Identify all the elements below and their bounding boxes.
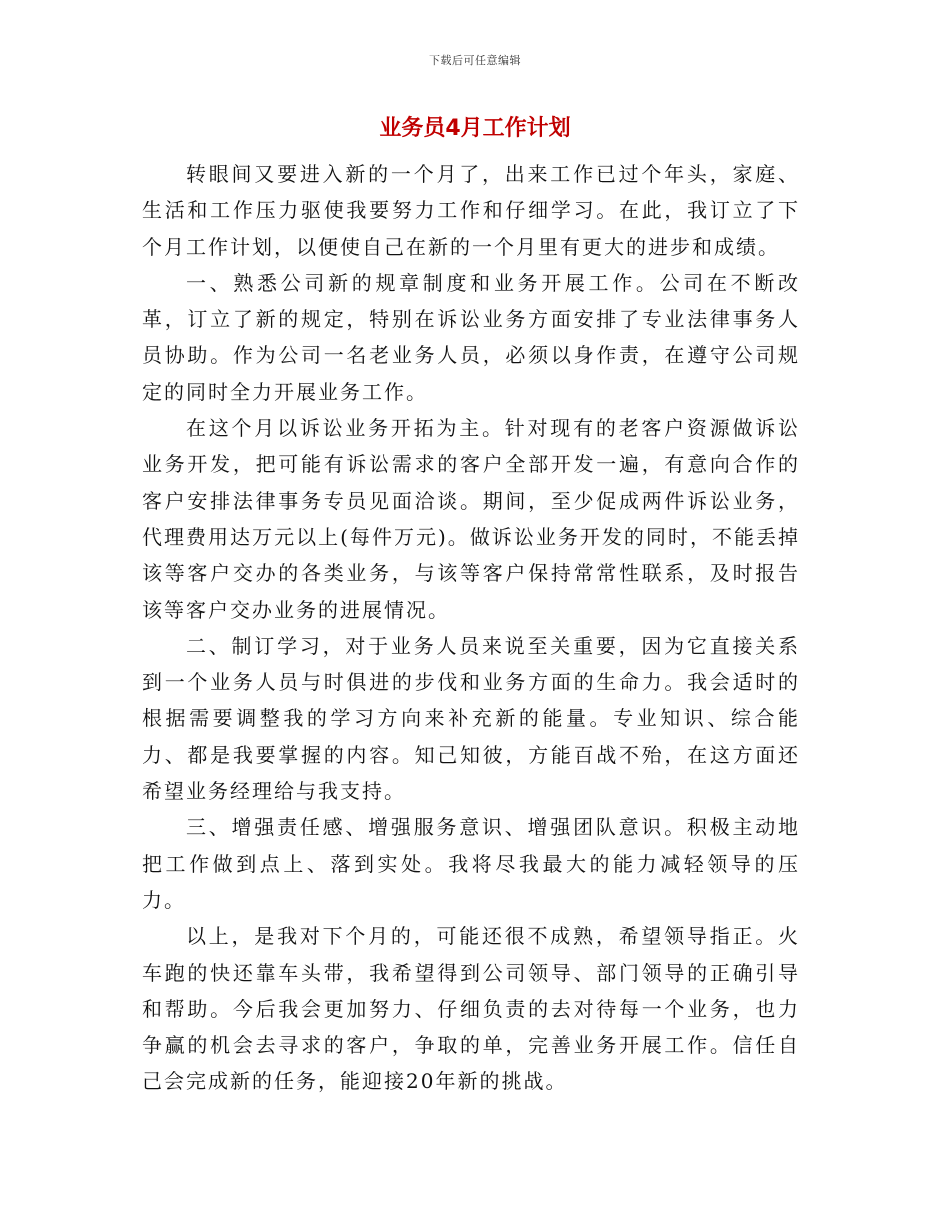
page-title: 业务员4月工作计划	[379, 116, 571, 141]
document-body	[142, 156, 800, 1100]
header-note: 下载后可任意编辑	[429, 54, 521, 67]
paragraph-section-2: 二、制订学习，对于业务人员来说至关重要，因为它直接关系到一个业务人员与时俱进的步伐和业务方面的生命力。我会适时的根据需要调整我的学习方向来补充新的能量。专业知识、综合能力、都是我要掌握的内容。知己知彼，方能百战不殆，在这方面还希望业务经理给与我支持。	[142, 633, 800, 804]
paragraph-intro: 转眼间又要进入新的一个月了，出来工作已过个年头，家庭、生活和工作压力驱使我要努力工作和仔细学习。在此，我订立了下个月工作计划，以便使自己在新的一个月里有更大的进步和成绩。	[142, 162, 800, 259]
paragraph-section-3: 三、增强责任感、增强服务意识、增强团队意识。积极主动地把工作做到点上、落到实处。我将尽我最大的能力减轻领导的压力。	[142, 815, 800, 912]
paragraph-conclusion: 以上，是我对下个月的，可能还很不成熟，希望领导指正。火车跑的快还靠车头带，我希望得到公司领导、部门领导的正确引导和帮助。今后我会更加努力、仔细负责的去对待每一个业务，也力争赢的机会去寻求的客户，争取的单，完善业务开展工作。信任自己会完成新的任务，能迎接20年新的挑战。	[142, 924, 800, 1094]
paragraph-section-1: 一、熟悉公司新的规章制度和业务开展工作。公司在不断改革，订立了新的规定，特别在诉讼业务方面安排了专业法律事务人员协助。作为公司一名老业务人员，必须以身作责，在遵守公司规定的同时全力开展业务工作。	[142, 270, 800, 404]
paragraph-litigation: 在这个月以诉讼业务开拓为主。针对现有的老客户资源做诉讼业务开发，把可能有诉讼需求的客户全部开发一遍，有意向合作的客户安排法律事务专员见面洽谈。期间，至少促成两件诉讼业务，代理费用达万元以上(每件万元)。做诉讼业务开发的同时，不能丢掉该等客户交办的各类业务，与该等客户保持常常性联系，及时报告该等客户交办业务的进展情况。	[142, 416, 800, 622]
